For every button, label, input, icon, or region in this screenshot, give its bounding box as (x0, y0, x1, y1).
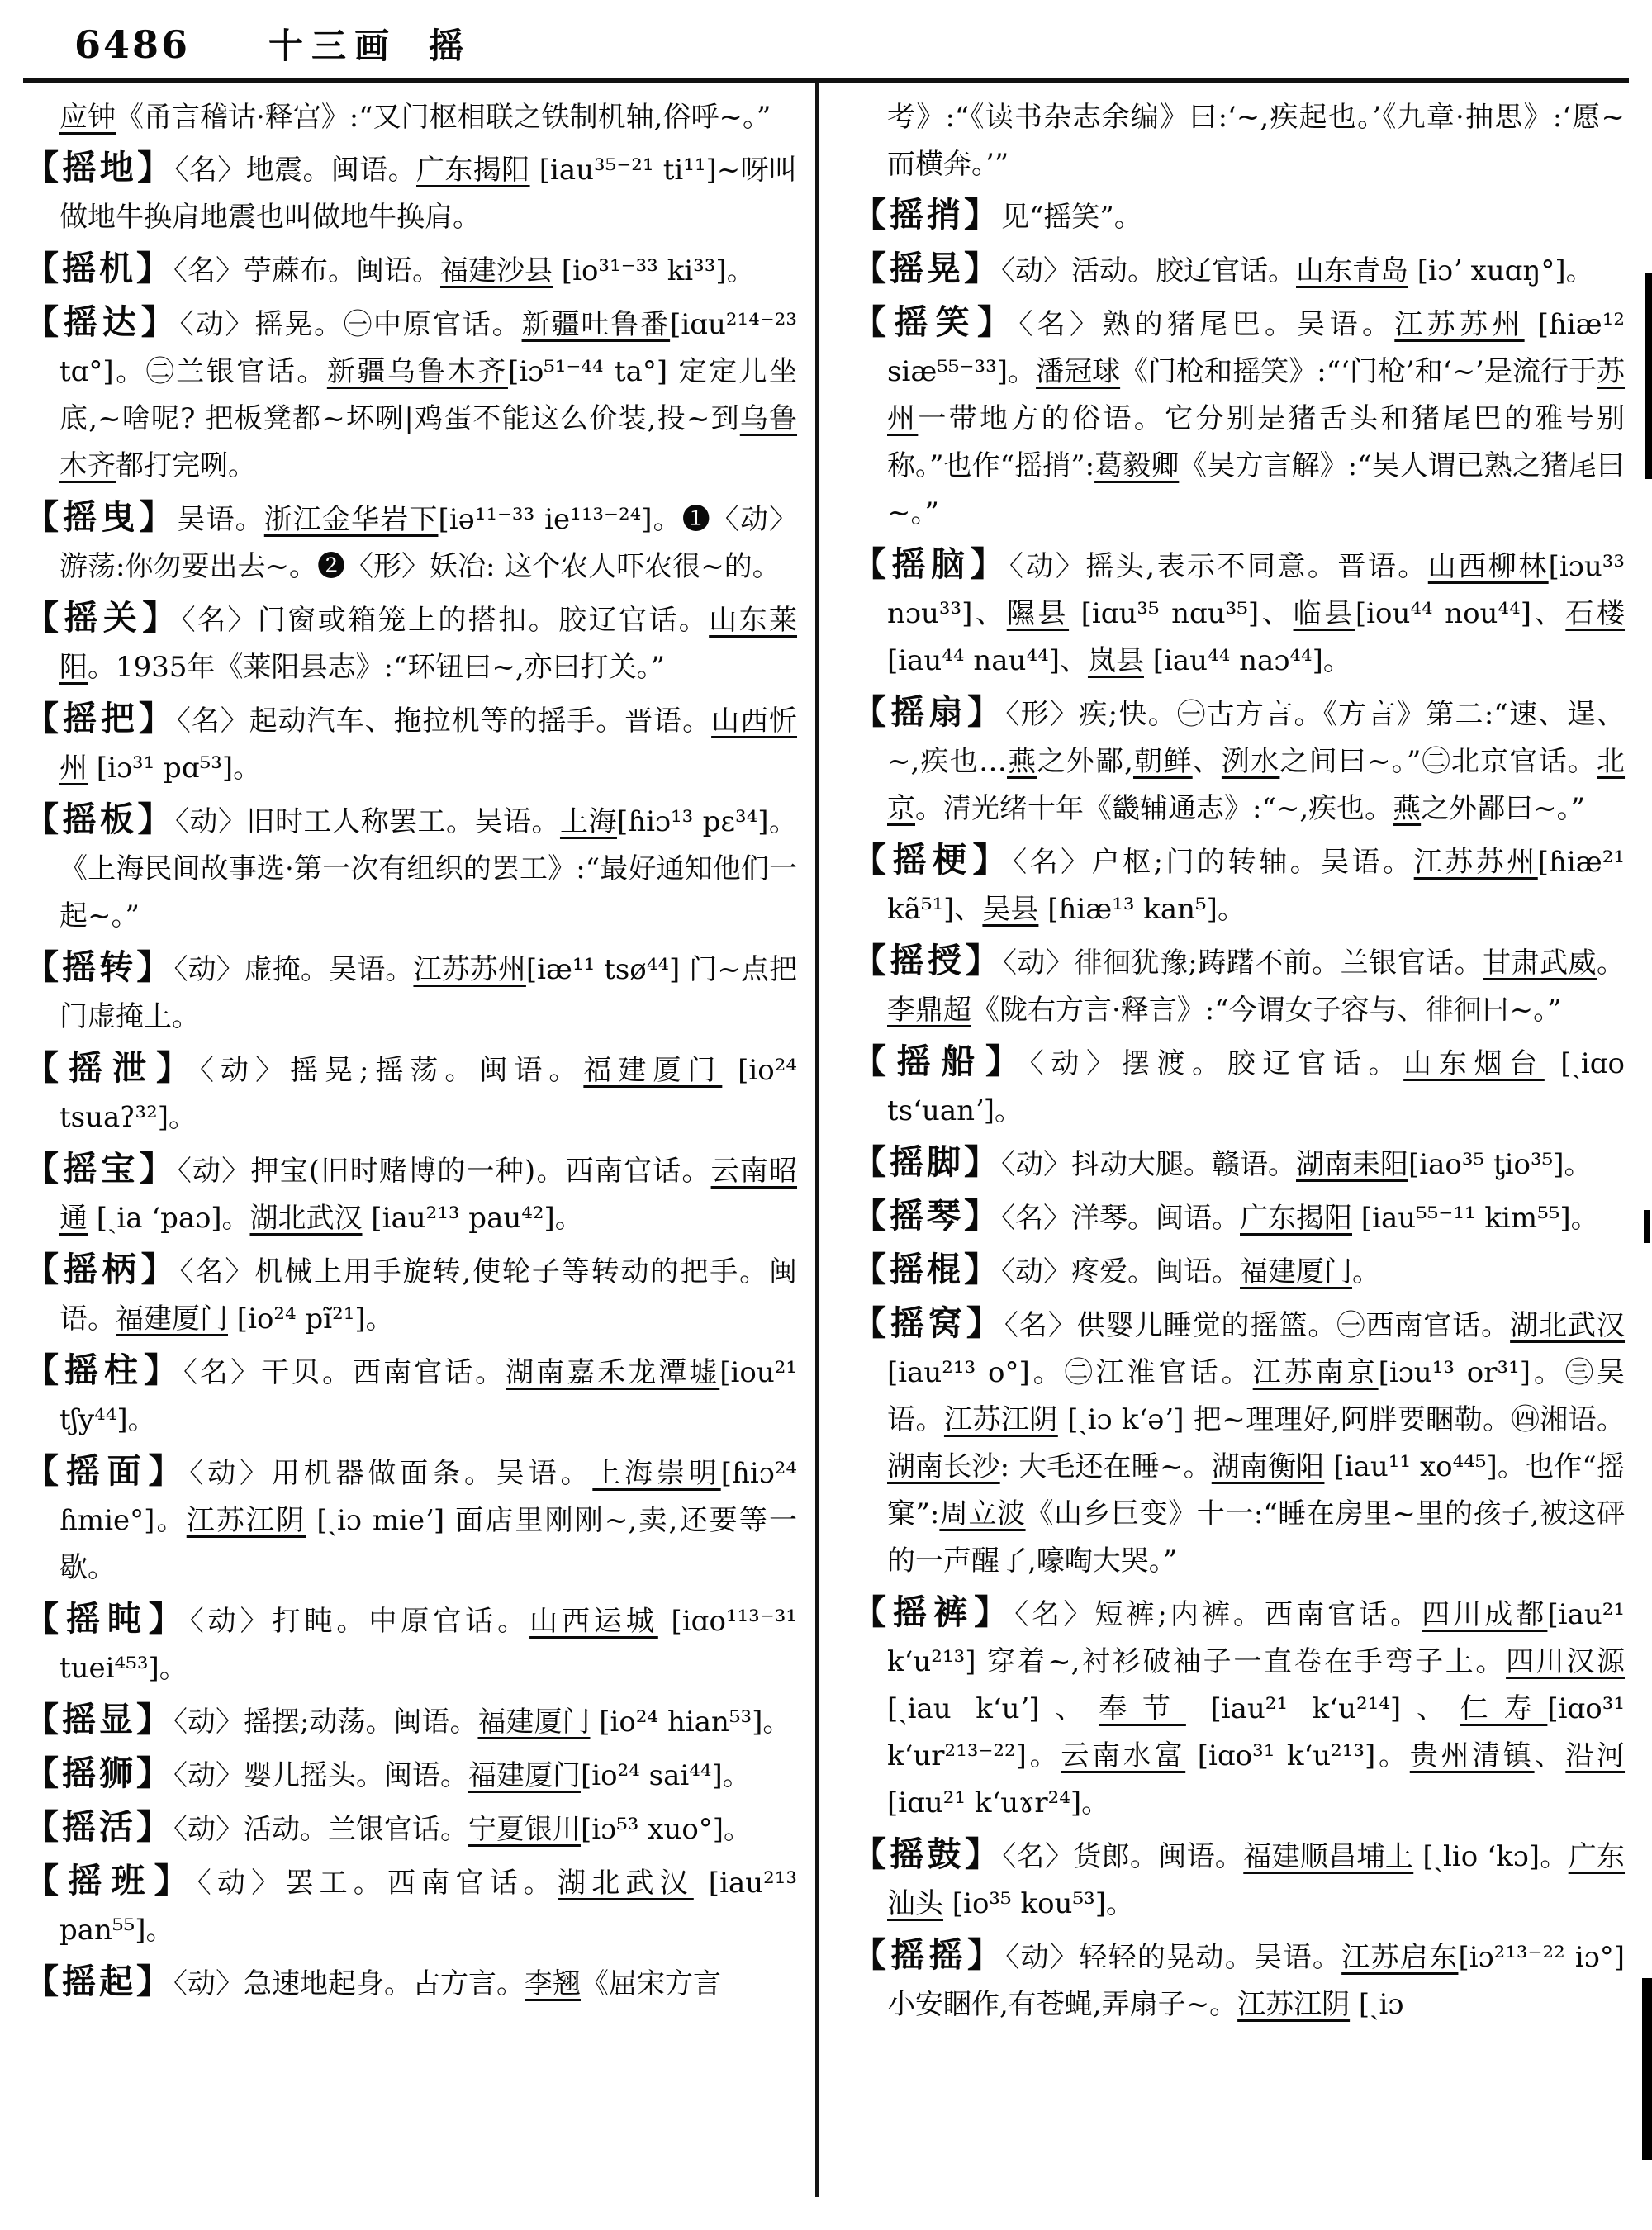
proper-noun-underline: 湖北武汉 (1510, 1309, 1626, 1342)
entry-body: 〈动〉活动。胶辽官话。山东青岛 [iɔʼ xuɑŋ°]。 (1001, 254, 1594, 287)
proper-noun-underline: 山东烟台 (1403, 1047, 1545, 1080)
entry-body: 〈名〉苧蔴布。闽语。福建沙县 [io³¹⁻³³ ki³³]。 (173, 254, 755, 287)
entry-headword: 【摇面】 (25, 1451, 190, 1491)
proper-noun-underline: 江苏苏州 (1394, 308, 1525, 341)
dictionary-entry (852, 541, 1625, 685)
proper-noun-underline: 福建厦门 (477, 1706, 591, 1739)
entry-body: 〈动〉打盹。中原官话。山西运城 [iɑo¹¹³⁻³¹ tuei⁴⁵³]。 (59, 1605, 798, 1685)
entry-headword: 【摇起】 (25, 1962, 173, 2001)
proper-noun-underline: 广东汕头 (887, 1840, 1626, 1920)
proper-noun-underline: 应钟 (59, 101, 116, 134)
entry-headword: 【摇狮】 (25, 1753, 173, 1793)
entry-body: 〈名〉货郎。闽语。福建顺昌埔上 [ˎlio ʻkɔ]。广东汕头 [io³⁵ kou⁵³]。 (887, 1840, 1626, 1920)
proper-noun-underline: 山西柳林 (1427, 550, 1549, 583)
proper-noun-underline: 山西忻州 (59, 705, 798, 785)
proper-noun-underline: 云南水富 (1061, 1739, 1186, 1772)
entry-headword: 【摇船】 (852, 1041, 1030, 1081)
left-column (25, 83, 815, 2197)
proper-noun-underline: 山东莱阳 (59, 604, 798, 684)
stroke-section-label: 十三画 (268, 26, 398, 66)
dictionary-entry (852, 1246, 1625, 1296)
dictionary-entry (25, 299, 797, 490)
entry-body: 〈动〉用机器做面条。吴语。上海崇明[ɦiɔ²⁴ ɦmie°]。江苏江阴 [ˎiɔ mieʼ] 面店里刚刚~,卖,还要等一歇。 (59, 1457, 798, 1584)
dictionary-entry (25, 1858, 797, 1954)
proper-noun-underline: 贵州清镇 (1409, 1739, 1535, 1772)
proper-noun-underline: 福建顺昌埔上 (1243, 1840, 1414, 1873)
proper-noun-underline: 宁夏银川 (468, 1813, 581, 1846)
entry-headword: 【摇晃】 (852, 249, 1001, 288)
entry-headword: 【摇板】 (25, 799, 175, 839)
scan-edge-artifact (1645, 273, 1652, 479)
entry-headword: 【摇鼓】 (852, 1834, 1003, 1874)
entry-body: 〈名〉地震。闽语。广东揭阳 [iau³⁵⁻²¹ ti¹¹]~呀叫做地牛换肩地震也叫做地牛换肩。 (59, 154, 798, 234)
entry-body: 〈名〉干贝。西南官话。湖南嘉禾龙潭墟[iou²¹ tʃy⁴⁴]。 (59, 1356, 798, 1436)
proper-noun-underline: 隰县 (1006, 597, 1070, 630)
entry-headword: 【摇笑】 (852, 302, 1019, 342)
proper-noun-underline: 燕 (1393, 792, 1422, 825)
proper-noun-underline: 石楼 (1565, 597, 1626, 630)
dictionary-entry (25, 1146, 797, 1242)
proper-noun-underline: 福建厦门 (1240, 1255, 1352, 1288)
entry-body: 〈动〉急速地起身。古方言。李翘《屈宋方言 (173, 1967, 721, 2000)
proper-noun-underline: 李翘 (525, 1967, 581, 2000)
proper-noun-underline: 福建沙县 (440, 254, 553, 287)
dictionary-entry (852, 1139, 1625, 1189)
proper-noun-underline: 朝鲜 (1132, 745, 1193, 778)
proper-noun-underline: 山东青岛 (1296, 254, 1408, 287)
proper-noun-underline: 江苏江阴 (943, 1403, 1058, 1436)
dictionary-entry (25, 1750, 797, 1800)
dictionary-entry (25, 1804, 797, 1853)
page-number: 6486 (74, 22, 191, 67)
proper-noun-underline: 临县 (1293, 597, 1355, 630)
proper-noun-underline: 奉节 (1099, 1692, 1186, 1725)
proper-noun-underline: 广东揭阳 (416, 154, 530, 187)
entry-body: 〈动〉轻轻的晃动。吴语。江苏启东[iɔ²¹³⁻²² iɔ°] 小安睏作,有苍蝇,弄扇子~。江苏江阴 [ˎiɔ (887, 1941, 1626, 2021)
proper-noun-underline: 湖北武汉 (558, 1867, 694, 1900)
dictionary-entry (25, 1448, 797, 1592)
proper-noun-underline: 葛毅卿 (1094, 449, 1180, 482)
continuation-paragraph: 应钟《甬言稽诂·释宫》:“又门枢相联之铁制机轴,俗呼~。” (59, 101, 771, 134)
proper-noun-underline: 江苏南京 (1252, 1356, 1379, 1389)
proper-noun-underline: 广东揭阳 (1240, 1202, 1352, 1235)
proper-noun-underline: 吴县 (982, 893, 1039, 926)
proper-noun-underline: 潘冠球 (1036, 355, 1121, 388)
proper-noun-underline: 湖南衡阳 (1211, 1450, 1325, 1483)
entry-body: 〈动〉徘徊犹豫;踌躇不前。兰银官话。甘肃武威。李鼎超《陇右方言·释言》:“今谓女子容与、徘徊曰~。” (887, 947, 1626, 1027)
entry-headword: 【摇泄】 (25, 1048, 200, 1088)
proper-noun-underline: 岚县 (1087, 644, 1144, 677)
entry-body: 〈动〉押宝(旧时赌博的一种)。西南官话。云南昭通 [ˎia ʻpaɔ]。湖北武汉 [iau²¹³ pau⁴²]。 (59, 1155, 798, 1235)
right-column-entries (852, 192, 1625, 2028)
proper-noun-underline: 李鼎超 (887, 994, 971, 1027)
entry-body: 〈动〉婴儿摇头。闽语。福建厦门[io²⁴ sai⁴⁴]。 (173, 1759, 751, 1792)
entry-body: 〈动〉旧时工人称罢工。吴语。上海[ɦiɔ¹³ pɛ³⁴]。《上海民间故事选·第一次有组织的罢工》:“最好通知他们一起~。” (59, 805, 798, 932)
proper-noun-underline: 云南昭通 (59, 1155, 798, 1235)
proper-noun-underline: 江苏江阴 (186, 1504, 306, 1537)
entry-body: 〈名〉熟的猪尾巴。吴语。江苏苏州 [ɦiæ¹² siæ⁵⁵⁻³³]。潘冠球《门枪和摇笑》:“‘门枪’和‘~’是流行于苏州一带地方的俗语。它分别是猪舌头和猪尾巴的雅号别称。”也作“摇捎”:葛毅卿《吴方言解》:“吴人谓已熟之猪尾曰~。” (887, 308, 1626, 529)
dictionary-entry (852, 1589, 1625, 1827)
headword-character: 摇 (429, 26, 464, 66)
entry-body: 〈动〉虚掩。吴语。江苏苏州[iæ¹¹ tsø⁴⁴] 门~点把门虚掩上。 (59, 953, 798, 1033)
dictionary-entry (852, 1038, 1625, 1135)
entry-headword: 【摇活】 (25, 1807, 173, 1847)
entry-headword: 【摇授】 (852, 941, 1003, 980)
proper-noun-underline: 江苏苏州 (413, 953, 526, 986)
entry-body: 〈动〉摇晃。㊀中原官话。新疆吐鲁番[iɑu²¹⁴⁻²³ tɑ°]。㊁兰银官话。新疆乌鲁木齐[iɔ⁵¹⁻⁴⁴ ta°] 定定儿坐底,~啥呢? 把板凳都~坏咧|鸡蛋不能这么价装,投~到乌鲁木齐都打完咧。 (59, 308, 798, 482)
proper-noun-underline: 上海 (559, 805, 617, 838)
entry-body: 〈动〉疼爱。闽语。福建厦门。 (1001, 1255, 1380, 1288)
entry-body: 〈名〉洋琴。闽语。广东揭阳 [iau⁵⁵⁻¹¹ kim⁵⁵]。 (1001, 1202, 1599, 1235)
entry-headword: 【摇窝】 (852, 1303, 1004, 1343)
entry-headword: 【摇班】 (25, 1861, 197, 1900)
proper-noun-underline: 新疆吐鲁番 (521, 308, 671, 341)
dictionary-entry (852, 1193, 1625, 1242)
two-column-body (0, 83, 1652, 2197)
entry-body: 〈名〉供婴儿睡觉的摇篮。㊀西南官话。湖北武汉 [iau²¹³ o°]。㊁江淮官话。江苏南京[iɔu¹³ or³¹]。㊂吴语。江苏江阴 [ˎiɔ kʻəʼ] 把~理理好,阿胖要睏勒。㊃湘语。湖南长沙: 大毛还在睡~。湖南衡阳 [iau¹¹ xo⁴⁴⁵]。也作“摇窠”:周立波《山乡巨变》十一:“睡在房里~里的孩子,被这砰的一声醒了,嚎啕大哭。” (887, 1309, 1626, 1578)
dictionary-entry (25, 245, 797, 295)
scan-edge-artifact (1642, 1978, 1652, 2160)
proper-noun-underline: 甘肃武威 (1483, 947, 1597, 980)
entry-body: 〈形〉疾;快。㊀古方言。《方言》第二:“速、逞、~,疾也…燕之外鄙,朝鲜、洌水之间曰~。”㊁北京官话。北京。清光绪十年《畿辅通志》:“~,疾也。燕之外鄙曰~。” (887, 698, 1626, 825)
dictionary-entry (852, 1831, 1625, 1928)
entry-headword: 【摇棍】 (852, 1250, 1001, 1289)
entry-headword: 【摇达】 (25, 302, 180, 342)
proper-noun-underline: 湖北武汉 (249, 1202, 363, 1235)
dictionary-entry (25, 695, 797, 792)
right-column (815, 83, 1625, 2197)
entry-headword: 【摇梗】 (852, 840, 1014, 880)
left-column-entries (25, 145, 797, 2008)
entry-headword: 【摇脑】 (852, 544, 1009, 584)
dictionary-entry (25, 1696, 797, 1746)
entry-headword: 【摇把】 (25, 699, 177, 738)
dictionary-entry (25, 796, 797, 940)
proper-noun-underline: 浙江金华岩下 (263, 503, 439, 536)
dictionary-entry (25, 145, 797, 241)
proper-noun-underline: 燕 (1007, 745, 1037, 778)
proper-noun-underline: 苏州 (887, 355, 1626, 435)
dictionary-entry (852, 689, 1625, 833)
proper-noun-underline: 江苏启东 (1341, 1941, 1459, 1974)
dictionary-entry (25, 1347, 797, 1444)
dictionary-entry (852, 1300, 1625, 1585)
entry-body: 〈动〉摇摆;动荡。闽语。福建厦门 [io²⁴ hian⁵³]。 (173, 1706, 791, 1739)
entry-body: 〈名〉短裤;内裤。西南官话。四川成都[iau²¹ kʻu²¹³] 穿着~,衬衫破袖子一直卷在手弯子上。四川汉源[ˎiau kʻuʼ]、奉节 [iau²¹ kʻu²¹⁴]、仁寿[iɑo³¹ kʻur²¹³⁻²²]。云南水富 [iɑo³¹ kʻu²¹³]。贵州清镇、沿河 [iɑu²¹ kʻuɤr²⁴]。 (887, 1598, 1626, 1820)
entry-headword: 【摇脚】 (852, 1142, 1001, 1182)
dictionary-entry (852, 299, 1625, 537)
entry-headword: 【摇柄】 (25, 1250, 180, 1289)
proper-noun-underline: 乌鲁木齐 (59, 402, 798, 482)
dictionary-entry (25, 595, 797, 691)
proper-noun-underline: 山西运城 (529, 1605, 658, 1638)
entry-headword: 【摇裤】 (852, 1592, 1015, 1632)
entry-headword: 【摇扇】 (852, 692, 1006, 732)
entry-body: 〈动〉罢工。西南官话。湖北武汉 [iau²¹³ pan⁵⁵]。 (59, 1867, 797, 1947)
continuation-paragraph: 考》:“《读书杂志余编》曰:‘~,疾起也。’《九章·抽思》:‘愿~而横奔。’” (887, 101, 1625, 181)
proper-noun-underline: 湖南耒阳 (1296, 1148, 1408, 1181)
page-header (0, 0, 1652, 74)
proper-noun-underline: 福建厦门 (583, 1054, 723, 1087)
dictionary-entry (25, 1045, 797, 1141)
entry-headword: 【摇机】 (25, 249, 173, 288)
entry-body: 〈动〉活动。兰银官话。宁夏银川[iɔ⁵³ xuo°]。 (173, 1813, 752, 1846)
entry-body: 吴语。浙江金华岩下[iə¹¹⁻³³ ie¹¹³⁻²⁴]。❶〈动〉游荡:你勿要出去~。❷〈形〉妖冶: 这个农人吓农很~的。 (59, 503, 798, 583)
dictionary-entry (25, 1596, 797, 1692)
proper-noun-underline: 福建厦门 (116, 1302, 228, 1336)
entry-headword: 【摇盹】 (25, 1599, 190, 1639)
proper-noun-underline: 四川汉源 (1506, 1645, 1625, 1678)
proper-noun-underline: 湖南长沙 (887, 1450, 1000, 1483)
proper-noun-underline: 新疆乌鲁木齐 (326, 355, 508, 388)
proper-noun-underline: 北京 (887, 745, 1626, 825)
proper-noun-underline: 仁寿 (1460, 1692, 1548, 1725)
proper-noun-underline: 上海崇明 (592, 1457, 721, 1490)
entry-body: 见“摇笑”。 (1001, 201, 1142, 234)
entry-headword: 【摇宝】 (25, 1149, 178, 1189)
dictionary-entry (25, 494, 797, 591)
proper-noun-underline: 洌水 (1221, 745, 1280, 778)
proper-noun-underline: 沿河 (1565, 1739, 1626, 1772)
proper-noun-underline: 周立波 (939, 1497, 1026, 1530)
dictionary-entry (25, 944, 797, 1041)
proper-noun-underline: 江苏江阴 (1237, 1988, 1351, 2021)
entry-headword: 【摇显】 (25, 1700, 173, 1739)
proper-noun-underline: 湖南嘉禾龙潭墟 (506, 1356, 720, 1389)
dictionary-entry (852, 937, 1625, 1034)
entry-body: 〈动〉摇晃;摇荡。闽语。福建厦门 [io²⁴ tsuaʔ³²]。 (59, 1054, 798, 1134)
entry-body: 〈名〉机械上用手旋转,使轮子等转动的把手。闽语。福建厦门 [io²⁴ pĩ²¹]。 (59, 1255, 798, 1336)
entry-headword: 【摇琴】 (852, 1196, 1001, 1236)
dictionary-entry (852, 837, 1625, 933)
entry-body: 〈名〉门窗或箱笼上的搭扣。胶辽官话。山东莱阳。1935年《莱阳县志》:“环钮曰~,亦曰打关。” (59, 604, 798, 684)
dictionary-entry (25, 1958, 797, 2008)
entry-body: 〈名〉户枢;门的转轴。吴语。江苏苏州[ɦiæ²¹ kã⁵¹]、吴县 [ɦiæ¹³ kan⁵]。 (887, 846, 1626, 926)
entry-headword: 【摇摇】 (852, 1935, 1006, 1975)
dictionary-entry (852, 1932, 1625, 2028)
entry-headword: 【摇转】 (25, 947, 174, 987)
dictionary-entry (852, 192, 1625, 241)
entry-headword: 【摇关】 (25, 598, 182, 638)
entry-body: 〈名〉起动汽车、拖拉机等的摇手。晋语。山西忻州 [iɔ³¹ pɑ⁵³]。 (59, 705, 798, 785)
proper-noun-underline: 四川成都 (1422, 1598, 1548, 1631)
entry-body: 〈动〉抖动大腿。赣语。湖南耒阳[iao³⁵ ƫio³⁵]。 (1001, 1148, 1593, 1181)
proper-noun-underline: 福建厦门 (468, 1759, 581, 1792)
entry-body: 〈动〉摆渡。胶辽官话。山东烟台 [ˎiɑo tsʻuanʼ]。 (887, 1047, 1626, 1127)
entry-body: 〈动〉摇头,表示不同意。晋语。山西柳林[iɔu³³ nɔu³³]、隰县 [iɑu³⁵ nɑu³⁵]、临县[iou⁴⁴ nou⁴⁴]、石楼 [iau⁴⁴ nau⁴⁴]、岚县 [iau⁴⁴ naɔ⁴⁴]。 (887, 550, 1626, 677)
entry-headword: 【摇曳】 (25, 497, 178, 537)
scan-edge-artifact (1644, 1210, 1650, 1243)
entry-headword: 【摇地】 (25, 148, 175, 187)
dictionary-entry (25, 1246, 797, 1343)
proper-noun-underline: 江苏苏州 (1413, 846, 1538, 879)
entry-headword: 【摇捎】 (852, 195, 1001, 235)
dictionary-entry (852, 245, 1625, 295)
entry-headword: 【摇柱】 (25, 1350, 184, 1390)
